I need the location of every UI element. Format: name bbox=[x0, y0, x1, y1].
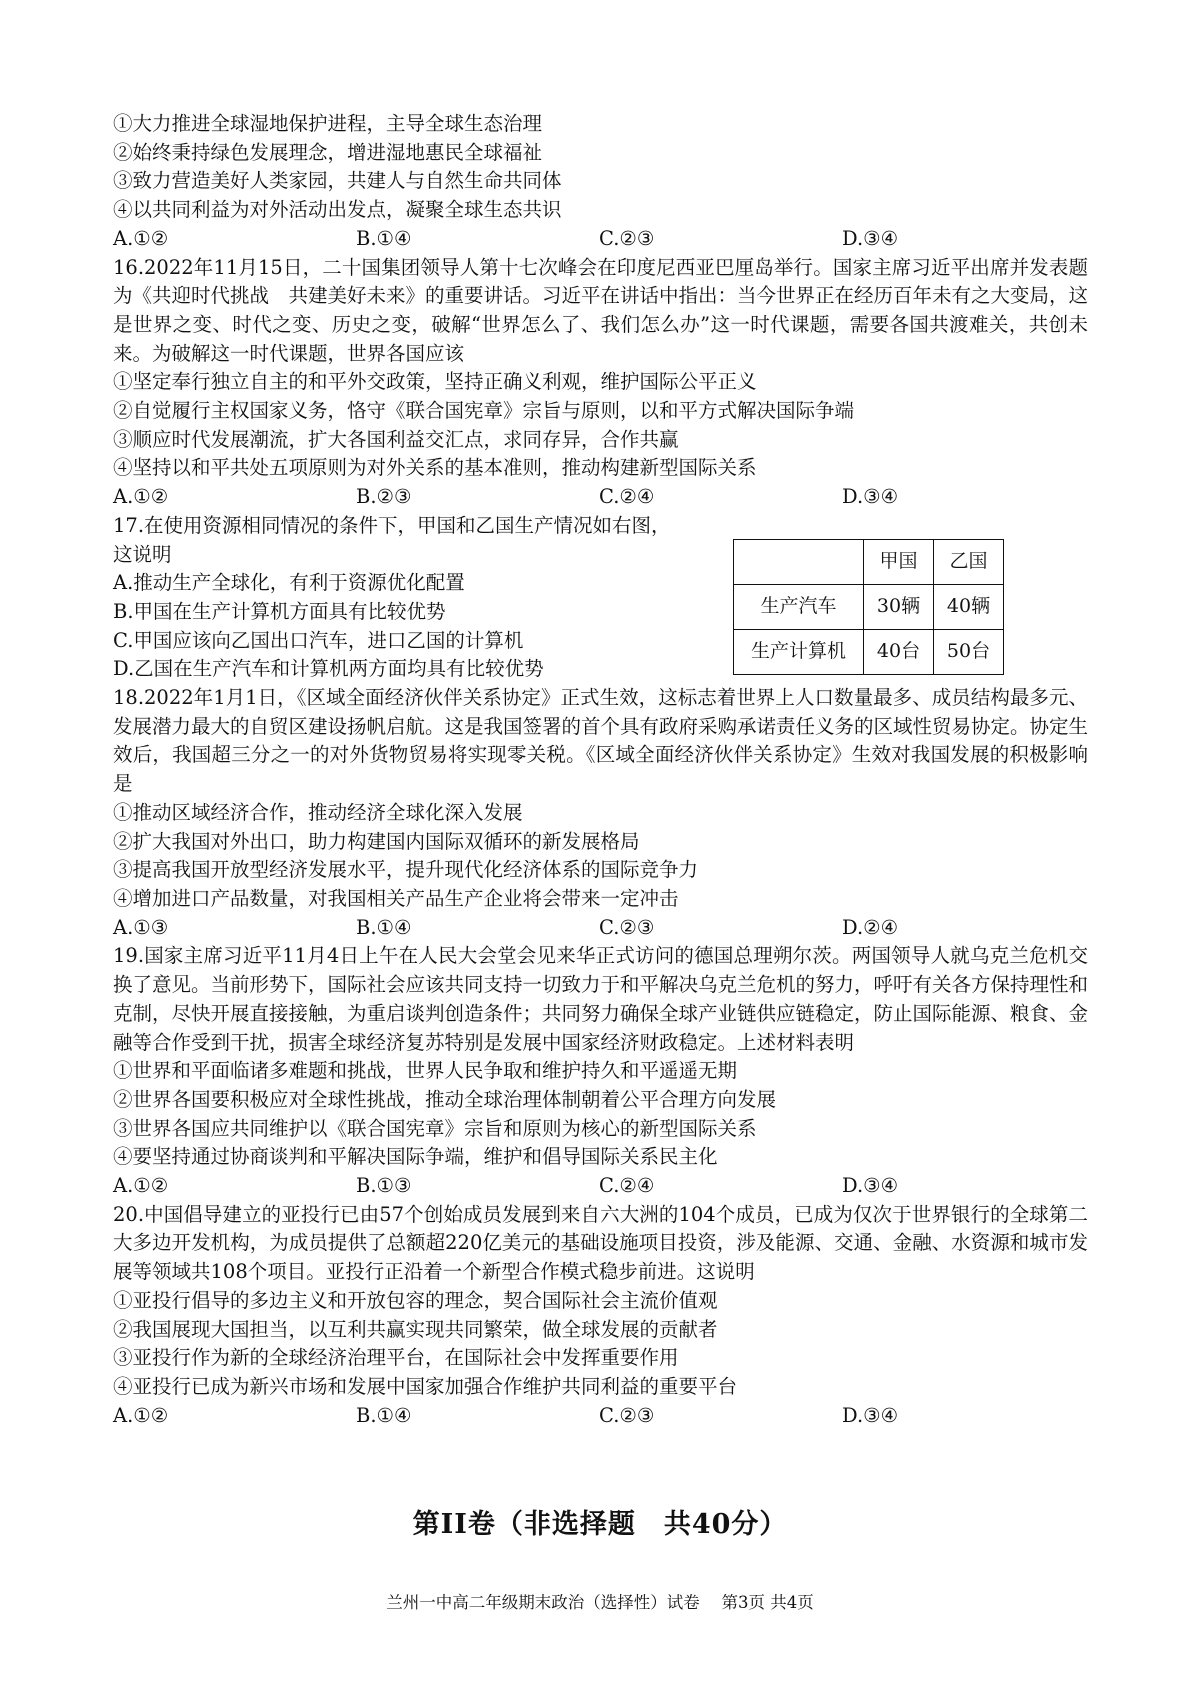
q19-item-4: ④要坚持通过协商谈判和平解决国际争端，维护和倡导国际关系民主化 bbox=[113, 1145, 718, 1169]
q15-option-d: D.③④ bbox=[842, 226, 899, 250]
question-15 bbox=[113, 110, 1088, 254]
page-footer: 兰州一中高二年级期末政治（选择性）试卷 第3页 共4页 bbox=[386, 1593, 814, 1612]
q16-item-3: ③顺应时代发展潮流，扩大各国利益交汇点，求同存异，合作共赢 bbox=[113, 427, 679, 451]
q20-item-3: ③亚投行作为新的全球经济治理平台，在国际社会中发挥重要作用 bbox=[113, 1346, 679, 1370]
q20-item-1: ①亚投行倡导的多边主义和开放包容的理念，契合国际社会主流价值观 bbox=[113, 1288, 718, 1312]
q19-stem: 19.国家主席习近平11月4日上午在人民大会堂会见来华正式访问的德国总理朔尔茨。两国领导人就乌克兰危机交换了意见。当前形势下，国际社会应该共同支持一切致力于和平解决乌克兰危机的努力，呼吁有关各方保持理性和克制，尽快开展直接接触，为重启谈判创造条件；共同努力确保全球产业链供应链稳定，防止国际能源、粮食、金融等合作受到干扰，损害全球经济复苏特别是发展中国家经济财政稳定。上述材料表明 bbox=[113, 944, 1089, 1054]
q18-option-d: D.②④ bbox=[842, 915, 899, 939]
q17-stem-line-1: 17.在使用资源相同情况的条件下，甲国和乙国生产情况如右图， bbox=[113, 513, 671, 537]
q17-option-a: A.推动生产全球化，有利于资源优化配置 bbox=[113, 571, 465, 595]
table-header-cell: 甲国 bbox=[864, 539, 934, 584]
q17-option-b: B.甲国在生产计算机方面具有比较优势 bbox=[113, 599, 446, 623]
table-cell: 30辆 bbox=[864, 584, 934, 629]
q15-item-2: ②始终秉持绿色发展理念，增进湿地惠民全球福祉 bbox=[113, 140, 543, 164]
q19-item-2: ②世界各国要积极应对全球性挑战，推动全球治理体制朝着公平合理方向发展 bbox=[113, 1087, 777, 1111]
question-content bbox=[113, 110, 1088, 1430]
q16-options bbox=[113, 483, 1088, 512]
q17-option-d: D.乙国在生产汽车和计算机两方面均具有比较优势 bbox=[113, 657, 544, 681]
q20-item-2: ②我国展现大国担当，以互利共赢实现共同繁荣，做全球发展的贡献者 bbox=[113, 1317, 718, 1341]
section-title: 第II卷（非选择题 共40分） bbox=[412, 1509, 788, 1540]
q20-options bbox=[113, 1402, 1088, 1431]
q15-item-1: ①大力推进全球湿地保护进程，主导全球生态治理 bbox=[113, 112, 543, 135]
q16-stem: 16.2022年11月15日，二十国集团领导人第十七次峰会在印度尼西亚巴厘岛举行。国家主席习近平出席并发表题为《共迎时代挑战 共建美好未来》的重要讲话。习近平在讲话中指出：当今世界正在经历百年未有之大变局，这是世界之变、时代之变、历史之变，破解“世界怎么了、我们怎么办”这一时代课题，需要各国共渡难关，共创未来。为破解这一时代课题，世界各国应该 bbox=[113, 255, 1089, 365]
table-cell: 生产计算机 bbox=[734, 629, 864, 674]
q18-option-b: B.①④ bbox=[356, 915, 412, 939]
q16-option-a: A.①② bbox=[113, 485, 169, 509]
q19-option-a: A.①② bbox=[113, 1174, 169, 1198]
table-header-row bbox=[734, 539, 1004, 584]
table-header-cell: 乙国 bbox=[934, 539, 1004, 584]
question-20 bbox=[113, 1201, 1088, 1431]
production-table bbox=[733, 539, 1004, 675]
q19-item-1: ①世界和平面临诸多难题和挑战，世界人民争取和维护持久和平遥遥无期 bbox=[113, 1059, 738, 1083]
q18-item-2: ②扩大我国对外出口，助力构建国内国际双循环的新发展格局 bbox=[113, 829, 640, 853]
table-row bbox=[734, 584, 1004, 629]
q20-option-a: A.①② bbox=[113, 1403, 169, 1427]
q19-option-b: B.①③ bbox=[356, 1174, 412, 1198]
q19-option-c: C.②④ bbox=[599, 1174, 655, 1198]
table-cell: 40辆 bbox=[934, 584, 1004, 629]
q20-option-c: C.②③ bbox=[599, 1403, 655, 1427]
q17-option-c: C.甲国应该向乙国出口汽车，进口乙国的计算机 bbox=[113, 628, 524, 652]
table-cell: 40台 bbox=[864, 629, 934, 674]
q18-options bbox=[113, 914, 1088, 943]
q17-text bbox=[113, 512, 713, 684]
q18-option-a: A.①③ bbox=[113, 915, 169, 939]
q15-item-4: ④以共同利益为对外活动出发点，凝聚全球生态共识 bbox=[113, 198, 562, 222]
q16-option-b: B.②③ bbox=[356, 485, 412, 509]
question-19 bbox=[113, 942, 1088, 1200]
q16-item-1: ①坚定奉行独立自主的和平外交政策，坚持正确义利观，维护国际公平正义 bbox=[113, 370, 757, 394]
q18-option-c: C.②③ bbox=[599, 915, 655, 939]
table-header-cell bbox=[734, 539, 864, 584]
table-cell: 50台 bbox=[934, 629, 1004, 674]
question-16 bbox=[113, 254, 1088, 512]
table-cell: 生产汽车 bbox=[734, 584, 864, 629]
q16-item-4: ④坚持以和平共处五项原则为对外关系的基本准则，推动构建新型国际关系 bbox=[113, 456, 757, 480]
q15-item-3: ③致力营造美好人类家园，共建人与自然生命共同体 bbox=[113, 169, 562, 193]
q16-item-2: ②自觉履行主权国家义务，恪守《联合国宪章》宗旨与原则，以和平方式解决国际争端 bbox=[113, 399, 855, 423]
q19-item-3: ③世界各国应共同维护以《联合国宪章》宗旨和原则为核心的新型国际关系 bbox=[113, 1116, 757, 1140]
table-row bbox=[734, 629, 1004, 674]
q18-stem: 18.2022年1月1日，《区域全面经济伙伴关系协定》正式生效，这标志着世界上人口数量最多、成员结构最多元、发展潜力最大的自贸区建设扬帆启航。这是我国签署的首个具有政府采购承诺责任义务的区域性贸易协定。协定生效后，我国超三分之一的对外货物贸易将实现零关税。《区域全面经济伙伴关系协定》生效对我国发展的积极影响是 bbox=[113, 686, 1089, 796]
q18-item-1: ①推动区域经济合作，推动经济全球化深入发展 bbox=[113, 800, 523, 824]
question-18 bbox=[113, 684, 1088, 942]
q18-item-4: ④增加进口产品数量，对我国相关产品生产企业将会带来一定冲击 bbox=[113, 886, 679, 910]
q19-option-d: D.③④ bbox=[842, 1174, 899, 1198]
q20-item-4: ④亚投行已成为新兴市场和发展中国家加强合作维护共同利益的重要平台 bbox=[113, 1374, 738, 1398]
q19-options bbox=[113, 1172, 1088, 1201]
q20-option-d: D.③④ bbox=[842, 1403, 899, 1427]
q16-option-c: C.②④ bbox=[599, 485, 655, 509]
question-17 bbox=[113, 512, 1088, 684]
q20-stem: 20.中国倡导建立的亚投行已由57个创始成员发展到来自六大洲的104个成员，已成为仅次于世界银行的全球第二大多边开发机构，为成员提供了总额超220亿美元的基础设施项目投资，涉及能源、交通、金融、水资源和城市发展等领域共108个项目。亚投行正沿着一个新型合作模式稳步前进。这说明 bbox=[113, 1202, 1088, 1284]
q15-options bbox=[113, 225, 1088, 254]
q15-option-a: A.①② bbox=[113, 226, 169, 250]
q15-option-c: C.②③ bbox=[599, 226, 655, 250]
q18-item-3: ③提高我国开放型经济发展水平，提升现代化经济体系的国际竞争力 bbox=[113, 858, 699, 882]
q15-option-b: B.①④ bbox=[356, 226, 412, 250]
q16-option-d: D.③④ bbox=[842, 485, 899, 509]
q17-stem-line-2: 这说明 bbox=[113, 542, 172, 566]
q20-option-b: B.①④ bbox=[356, 1403, 412, 1427]
